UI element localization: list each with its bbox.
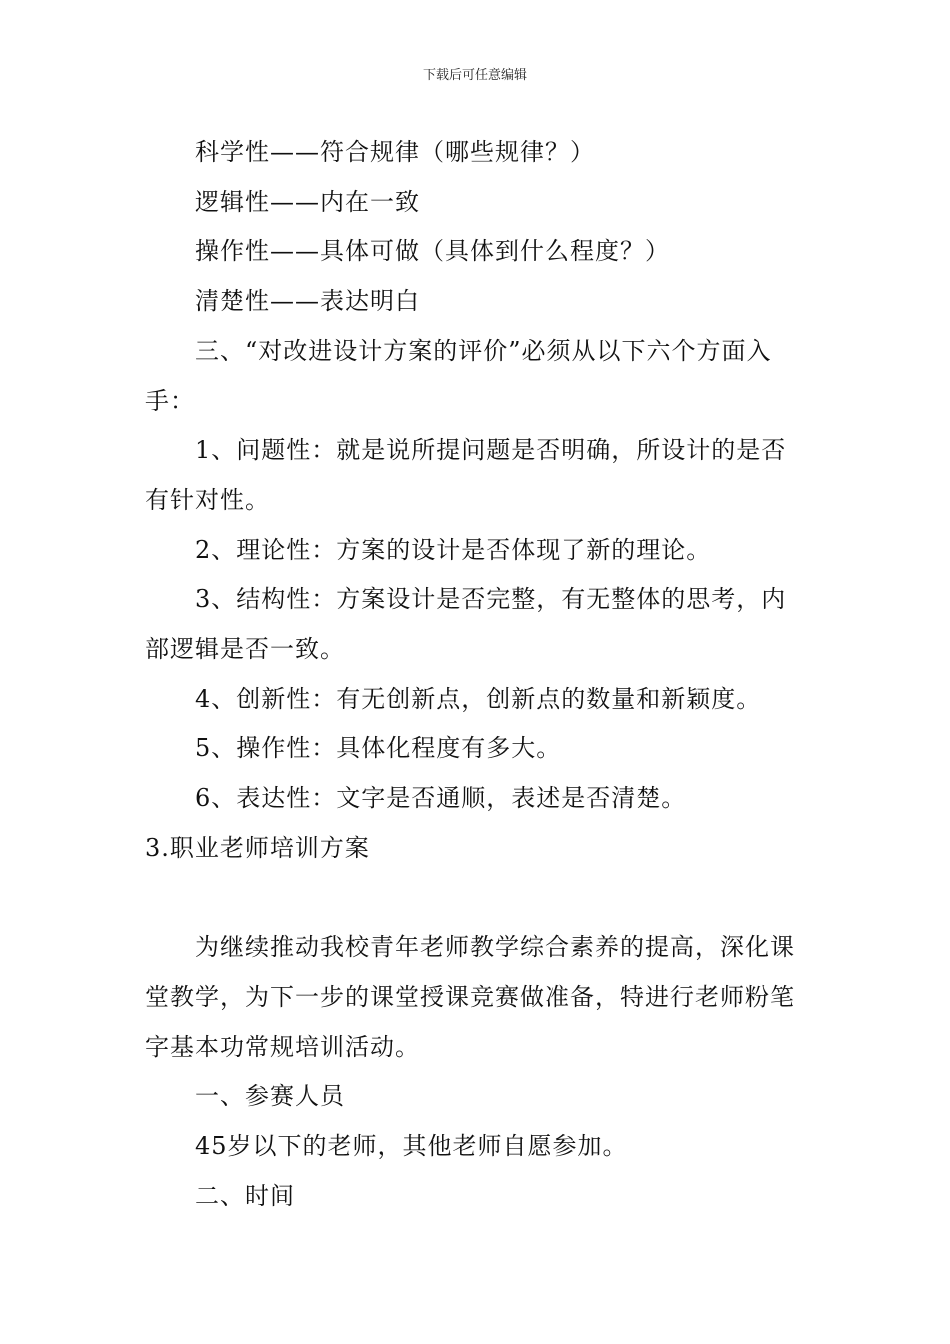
criterion-structure: 3、结构性：方案设计是否完整，有无整体的思考，内部逻辑是否一致。 — [145, 585, 787, 664]
paragraph-clarity: 清楚性——表达明白 — [195, 287, 420, 316]
section-three-heading: 三、“对改进设计方案的评价”必须从以下六个方面入手： — [145, 336, 772, 415]
paragraph-operational: 操作性——具体可做（具体到什么程度？） — [195, 237, 670, 266]
paragraph-scientific: 科学性——符合规律（哪些规律？） — [195, 138, 595, 166]
criterion-theory: 2、理论性：方案的设计是否体现了新的理论。 — [195, 535, 712, 564]
criterion-problem: 1、问题性：就是说所提问题是否明确，所设计的是否有针对性。 — [145, 436, 787, 514]
page-header-note: 下载后可任意编辑 — [422, 68, 527, 83]
blank-line — [145, 874, 810, 924]
section-title-training-plan: 3.职业老师培训方案 — [145, 833, 370, 862]
paragraph-participants: 45岁以下的老师，其他老师自愿参加。 — [195, 1132, 628, 1161]
criterion-innovation: 4、创新性：有无创新点，创新点的数量和新颖度。 — [195, 684, 762, 713]
heading-time: 二、时间 — [195, 1181, 295, 1210]
paragraph-intro: 为继续推动我校青年老师教学综合素养的提高，深化课堂教学，为下一步的课堂授课竞赛做准备，特进行老师粉笔字基本功常规培训活动。 — [145, 933, 795, 1061]
document-body — [145, 128, 810, 1221]
criterion-operability: 5、操作性：具体化程度有多大。 — [195, 734, 562, 763]
heading-participants: 一、参赛人员 — [195, 1082, 345, 1111]
criterion-expression: 6、表达性：文字是否通顺，表述是否清楚。 — [195, 784, 687, 813]
paragraph-logical: 逻辑性——内在一致 — [195, 187, 420, 216]
